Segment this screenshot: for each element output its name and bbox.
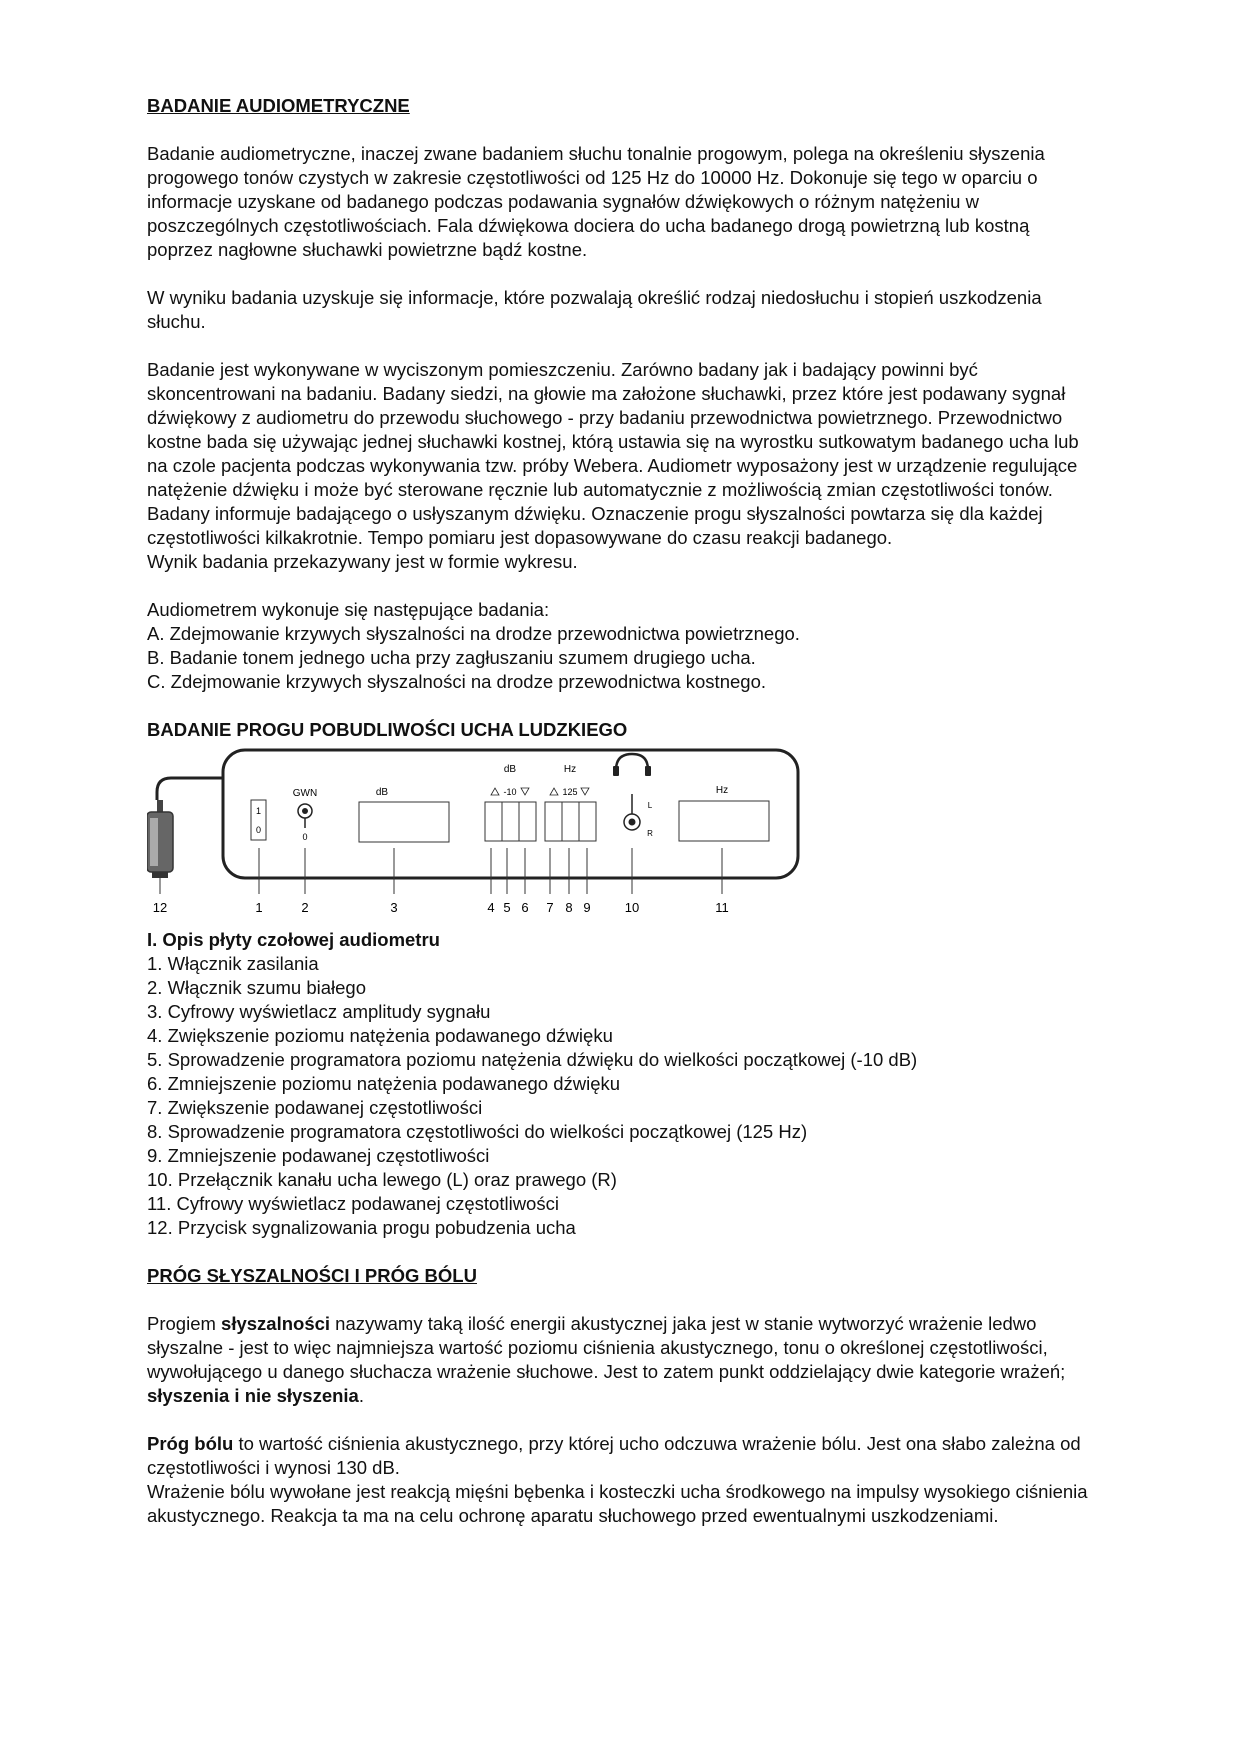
paragraph-pain-threshold: [147, 1432, 1097, 1480]
hz-display: [679, 785, 769, 841]
gwn-label: GWN: [292, 788, 318, 799]
callout-number: 12: [152, 900, 168, 915]
audiometer-front-panel-diagram: [147, 748, 1097, 928]
headphones-icon: [613, 754, 651, 776]
db-up-triangle-icon: [491, 788, 499, 795]
db-down-triangle-icon: [521, 788, 529, 795]
right-channel-label: R: [647, 829, 653, 838]
panel-item: 1. Włącznik zasilania: [147, 953, 319, 974]
bold-term: Próg bólu: [147, 1433, 234, 1454]
hz-reset-button: [562, 802, 579, 841]
hz-group-label: Hz: [563, 764, 577, 775]
hz-down-triangle-icon: [581, 788, 589, 795]
db-reset-button: [502, 802, 519, 841]
signal-button-cable: [157, 778, 223, 800]
test-item: C. Zdejmowanie krzywych słyszalności na drodze przewodnictwa kostnego.: [147, 671, 766, 692]
section-title-threshold: BADANIE PROGU POBUDLIWOŚCI UCHA LUDZKIEGO: [147, 719, 628, 740]
hz-increase-button: [545, 802, 562, 841]
paragraph-pain-reaction: Wrażenie bólu wywołane jest reakcją mięśni bębenka i kosteczki ucha środkowego na impulsy wysokiego ciśnienia akustycznego. Reakcja ta ma na celu ochronę aparatu słuchowego przed ewentualnymi uszkodzeniami.: [147, 1481, 1088, 1526]
left-right-channel-switch: [624, 794, 653, 838]
power-switch-on-label: 1: [255, 806, 262, 816]
test-item: A. Zdejmowanie krzywych słyszalności na drodze przewodnictwa powietrznego.: [147, 623, 800, 644]
section-title-audiometry: BADANIE AUDIOMETRYCZNE: [147, 95, 410, 116]
panel-item: 8. Sprowadzenie programatora częstotliwości do wielkości początkowej (125 Hz): [147, 1121, 808, 1142]
db-increase-button: [485, 802, 502, 841]
callout-number: 10: [624, 900, 640, 915]
panel-item: 12. Przycisk sygnalizowania progu pobudzenia ucha: [147, 1217, 576, 1238]
test-item: B. Badanie tonem jednego ucha przy zagłuszaniu szumem drugiego ucha.: [147, 647, 756, 668]
callout-number: 8: [565, 900, 573, 915]
panel-item: 6. Zmniejszenie poziomu natężenia podawanego dźwięku: [147, 1073, 621, 1094]
paragraph-result-form: Wynik badania przekazywany jest w formie wykresu.: [147, 551, 578, 572]
white-noise-knob: [293, 788, 317, 842]
hz-display-label: Hz: [715, 785, 729, 796]
paragraph-hearing-threshold: [147, 1312, 1097, 1408]
section-title-hearing-pain: PRÓG SŁYSZALNOŚCI I PRÓG BÓLU: [147, 1265, 477, 1286]
panel-item: 7. Zwiększenie podawanej częstotliwości: [147, 1097, 483, 1118]
callout-number: 9: [583, 900, 591, 915]
hz-decrease-button: [579, 802, 596, 841]
hz-up-triangle-icon: [550, 788, 558, 795]
text-span: .: [358, 1385, 364, 1406]
panel-description-title: I. Opis płyty czołowej audiometru: [147, 929, 440, 950]
bold-term: słyszalności: [221, 1313, 331, 1334]
signal-button: [147, 800, 173, 878]
db-reset-label: -10: [503, 787, 517, 797]
audiometer-diagram-svg: [147, 748, 1097, 928]
power-switch-off-label: 0: [255, 825, 262, 835]
callout-number: 4: [487, 900, 495, 915]
text-span: Progiem: [147, 1313, 222, 1334]
panel-item: 5. Sprowadzenie programatora poziomu natężenia dźwięku do wielkości początkowej (-10 dB): [147, 1049, 918, 1070]
callout-number: 3: [390, 900, 398, 915]
callout-number: 11: [715, 900, 729, 915]
power-switch: [251, 800, 266, 840]
text-span: nazywamy taką ilość energii akustycznej jaka jest w stanie wytworzyć wrażenie ledwo słyszalne - jest to więc najmniejsza wartość poziomu ciśnienia akustycznego, tonu o określonej częstotliwości, wywołującego u danego słuchacza wrażenie słuchowe. Jest to zatem punkt oddzielający dwie kategorie wrażeń;: [147, 1313, 1066, 1382]
db-display-label: dB: [375, 787, 389, 798]
knob-zero-label: 0: [302, 832, 308, 842]
hz-reset-label: 125: [562, 787, 578, 797]
panel-item: 10. Przełącznik kanału ucha lewego (L) oraz prawego (R): [147, 1169, 617, 1190]
db-display: [359, 787, 449, 842]
callout-lines: [160, 848, 722, 894]
panel-item: 2. Włącznik szumu białego: [147, 977, 367, 998]
db-decrease-button: [519, 802, 536, 841]
callout-number: 5: [503, 900, 511, 915]
tests-intro: Audiometrem wykonuje się następujące badania:: [147, 599, 550, 620]
document-page: [147, 94, 1097, 1528]
callout-number: 2: [301, 900, 309, 915]
paragraph-intro: Badanie audiometryczne, inaczej zwane badaniem słuchu tonalnie progowym, polega na określeniu słyszenia progowego tonów czystych w zakresie częstotliwości od 125 Hz do 10000 Hz. Dokonuje się tego w oparciu o informacje uzyskane od badanego podczas podawania sygnałów dźwiękowych o różnym natężeniu w poszczególnych częstotliwościach. Fala dźwiękowa dociera do ucha badanego drogą powietrzną lub kostną poprzez nagłowne słuchawki powietrzne bądź kostne.: [147, 143, 1045, 260]
panel-item: 11. Cyfrowy wyświetlacz podawanej częstotliwości: [147, 1193, 559, 1214]
panel-item: 4. Zwiększenie poziomu natężenia podawanego dźwięku: [147, 1025, 613, 1046]
panel-item: 9. Zmniejszenie podawanej częstotliwości: [147, 1145, 490, 1166]
text-span: to wartość ciśnienia akustycznego, przy której ucho odczuwa wrażenie bólu. Jest ona słabo zależna od częstotliwości i wynosi 130 dB.: [147, 1433, 1081, 1478]
left-channel-label: L: [647, 801, 653, 810]
bold-term: słyszenia i nie słyszenia: [147, 1385, 359, 1406]
paragraph-result: W wyniku badania uzyskuje się informacje, które pozwalają określić rodzaj niedosłuchu i stopień uszkodzenia słuchu.: [147, 287, 1042, 332]
callout-number: 6: [521, 900, 529, 915]
db-group-label: dB: [503, 764, 517, 775]
callout-number: 7: [546, 900, 554, 915]
callout-number: 1: [255, 900, 263, 915]
panel-item: 3. Cyfrowy wyświetlacz amplitudy sygnału: [147, 1001, 491, 1022]
paragraph-procedure: Badanie jest wykonywane w wyciszonym pomieszczeniu. Zarówno badany jak i badający powinni być skoncentrowani na badaniu. Badany siedzi, na głowie ma założone słuchawki, przez które jest podawany sygnał dźwiękowy z audiometru do przewodu słuchowego - przy badaniu przewodnictwa powietrznego. Przewodnictwo kostne bada się używając jednej słuchawki kostnej, którą ustawia się na wyrostku sutkowatym badanego ucha lub na czole pacjenta podczas wykonywania tzw. próby Webera. Audiometr wyposażony jest w urządzenie regulujące natężenie dźwięku i może być sterowane ręcznie lub automatycznie z możliwością zmian częstotliwości tonów. Badany informuje badającego o usłyszanym dźwięku. Oznaczenie progu słyszalności powtarza się dla każdej częstotliwości kilkakrotnie. Tempo pomiaru jest dopasowywane do czasu reakcji badanego.: [147, 359, 1079, 548]
